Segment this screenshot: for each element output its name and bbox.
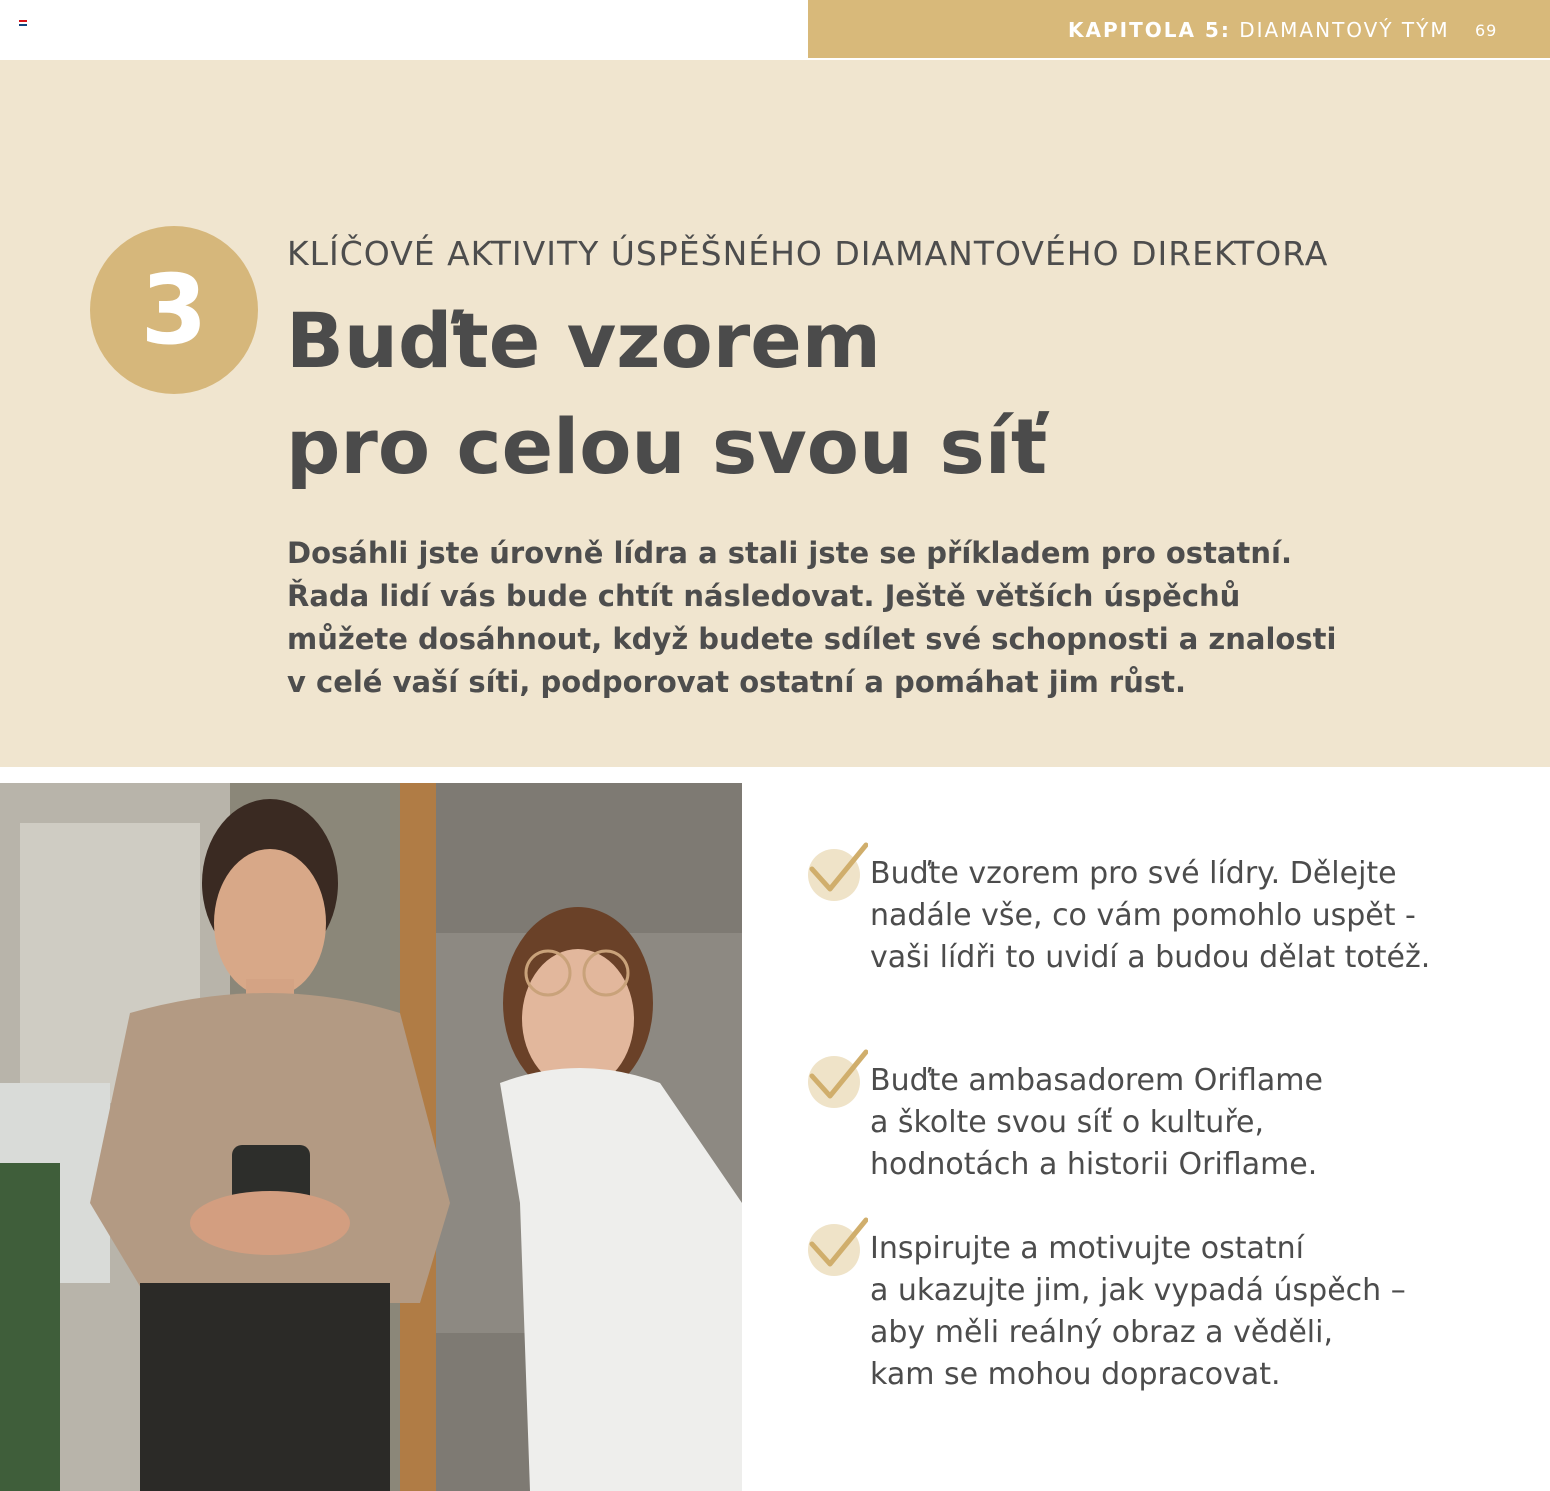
checkmark-icon [808,1048,868,1110]
bullet-line: hodnotách a historii Oriflame. [870,1147,1318,1182]
chapter-header [808,0,1550,58]
hero-section [0,60,1550,767]
bullet-text [870,853,1510,979]
chapter-title [1068,18,1450,42]
intro-line: Řada lidí vás bude chtít následovat. Ještě větších úspěchů [287,579,1241,613]
step-number-badge: 3 [90,226,258,394]
checkmark-icon [808,841,868,903]
bullet-line: nadále vše, co vám pomohlo uspět - [870,898,1416,933]
page-title [286,288,1386,500]
team-photo [0,783,742,1491]
section-kicker: KLÍČOVÉ AKTIVITY ÚSPĚŠNÉHO DIAMANTOVÉHO DIREKTORA [287,234,1329,273]
page-number: 69 [1475,21,1498,40]
page-title-line: pro celou svou síť [286,402,1048,491]
bullet-line: kam se mohou dopracovat. [870,1357,1281,1392]
chapter-label: KAPITOLA 5: [1068,18,1231,42]
chapter-name: DIAMANTOVÝ TÝM [1239,18,1450,42]
bullet-line: aby měli reálný obraz a věděli, [870,1315,1333,1350]
bullet-line: vaši lídři to uvidí a budou dělat totéž. [870,940,1431,975]
checkmark-icon [808,1216,868,1278]
bullet-line: Inspirujte a motivujte ostatní [870,1231,1305,1266]
intro-paragraph [287,532,1337,704]
bullet-text [870,1060,1510,1186]
page-title-line: Buďte vzorem [286,296,881,385]
bullet-line: a ukazujte jim, jak vypadá úspěch – [870,1273,1406,1308]
intro-line: Dosáhli jste úrovně lídra a stali jste se příkladem pro ostatní. [287,536,1292,570]
flag-icon [19,20,27,26]
bullet-line: a školte svou síť o kultuře, [870,1105,1264,1140]
bullet-text [870,1228,1510,1396]
bullet-line: Buďte vzorem pro své lídry. Dělejte [870,856,1397,891]
intro-line: v celé vaší síti, podporovat ostatní a pomáhat jim růst. [287,665,1186,699]
intro-line: můžete dosáhnout, když budete sdílet své schopnosti a znalosti [287,622,1337,656]
bullet-line: Buďte ambasadorem Oriflame [870,1063,1323,1098]
